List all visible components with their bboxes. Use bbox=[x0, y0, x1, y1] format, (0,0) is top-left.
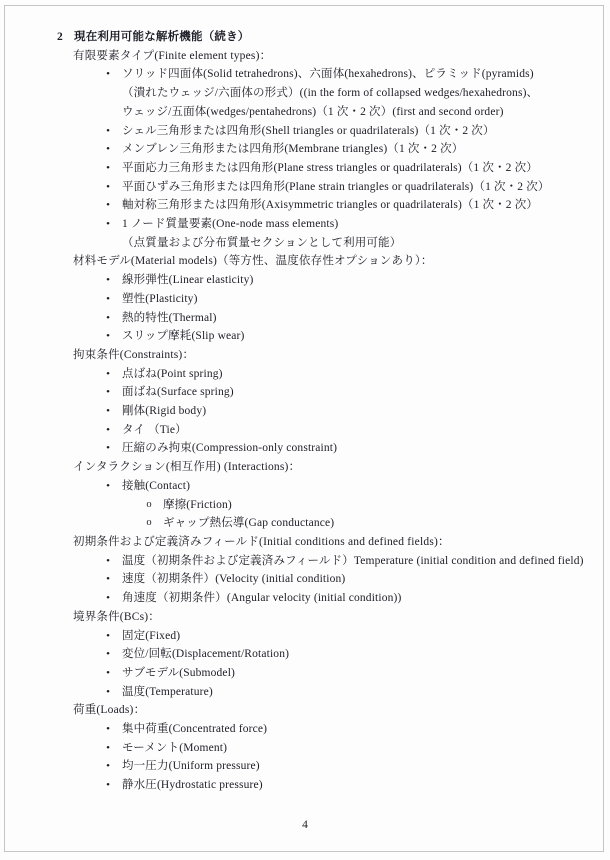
document-body bbox=[57, 28, 592, 795]
section-title: 拘束条件(Constraints)： bbox=[73, 348, 195, 361]
bullet-icon: • bbox=[106, 143, 110, 156]
bullet-icon: • bbox=[106, 423, 110, 436]
section-heading bbox=[57, 28, 592, 47]
bullet-icon: • bbox=[106, 124, 110, 137]
bullet-icon: • bbox=[106, 442, 110, 455]
bullet-icon: • bbox=[106, 666, 110, 679]
list-item-line: スリップ摩耗(Slip wear) bbox=[122, 330, 245, 343]
section-title: 荷重(Loads)： bbox=[73, 704, 146, 717]
list-item-line: 速度（初期条件）(Velocity (initial condition) bbox=[122, 573, 346, 586]
bullet-icon: • bbox=[106, 292, 110, 305]
bullet-icon: • bbox=[106, 479, 110, 492]
list-item-line: 圧縮のみ拘束(Compression-only constraint) bbox=[122, 442, 338, 455]
bullet-icon: • bbox=[106, 161, 110, 174]
list-item bbox=[73, 720, 592, 739]
section bbox=[73, 458, 592, 533]
list-item-line: モーメント(Moment) bbox=[122, 741, 228, 754]
list-item-line: ギャップ熱伝導(Gap conductance) bbox=[163, 517, 335, 530]
bullet-icon: • bbox=[106, 405, 110, 418]
list-item bbox=[73, 196, 592, 215]
list-item-line: 剛体(Rigid body) bbox=[122, 405, 207, 418]
list-item-line: 点ばね(Point spring) bbox=[122, 367, 223, 380]
list-item-line: 1 ノード質量要素(One-node mass elements) bbox=[122, 218, 339, 231]
bullet-icon: • bbox=[106, 629, 110, 642]
list-item bbox=[73, 439, 592, 458]
heading-title: 現在利用可能な解析機能（続き） bbox=[74, 31, 250, 43]
bullet-icon: • bbox=[106, 218, 110, 231]
bullet-icon: • bbox=[106, 741, 110, 754]
list-item-line: シェル三角形または四角形(Shell triangles or quadrilaterals)（1 次・2 次） bbox=[122, 124, 495, 137]
list-item-line: 温度（初期条件および定義済みフィールド）Temperature (initial condition and defined field) bbox=[122, 554, 584, 567]
sections-container bbox=[57, 47, 592, 795]
list-item bbox=[73, 215, 592, 252]
bullet-icon: • bbox=[106, 648, 110, 661]
list-item-line: 平面ひずみ三角形または四角形(Plane strain triangles or quadrilaterals)（1 次・2 次） bbox=[122, 180, 550, 193]
list-item bbox=[73, 776, 592, 795]
list-item bbox=[73, 552, 592, 571]
section bbox=[73, 701, 592, 795]
bullet-icon: • bbox=[106, 330, 110, 343]
list-item-line: 均一圧力(Uniform pressure) bbox=[122, 760, 260, 773]
bullet-icon: • bbox=[106, 180, 110, 193]
list-item-line: 面ばね(Surface spring) bbox=[122, 386, 234, 399]
list-item-line: 固定(Fixed) bbox=[122, 629, 181, 642]
bullet-icon: • bbox=[106, 573, 110, 586]
list-item bbox=[73, 122, 592, 141]
list-item bbox=[73, 327, 592, 346]
list-item-line: （潰れたウェッジ/六面体の形式）((in the form of collapsed wedges/hexahedrons)、 bbox=[122, 87, 539, 100]
list-item bbox=[73, 178, 592, 197]
list-item bbox=[73, 627, 592, 646]
bullet-icon: • bbox=[106, 592, 110, 605]
page-number: 4 bbox=[302, 819, 308, 831]
list-item-line: 平面応力三角形または四角形(Plane stress triangles or quadrilaterals)（1 次・2 次） bbox=[122, 161, 538, 174]
list-item-line: タイ （Tie） bbox=[122, 423, 187, 436]
bullet-icon: • bbox=[106, 311, 110, 324]
list-item bbox=[73, 570, 592, 589]
list-item bbox=[73, 290, 592, 309]
list-item-line: 摩擦(Friction) bbox=[163, 498, 232, 511]
list-item bbox=[73, 757, 592, 776]
section bbox=[73, 533, 592, 608]
list-item bbox=[73, 645, 592, 664]
section bbox=[73, 47, 592, 253]
list-item-line: 温度(Temperature) bbox=[122, 685, 213, 698]
list-item bbox=[73, 383, 592, 402]
list-item bbox=[73, 683, 592, 702]
bullet-icon: • bbox=[106, 274, 110, 287]
bullet-icon: • bbox=[106, 554, 110, 567]
section-title: インタラクション(相互作用) (Interactions)： bbox=[73, 461, 301, 474]
list-item bbox=[73, 402, 592, 421]
section-title: 有限要素タイプ(Finite element types)： bbox=[73, 49, 272, 62]
section-title: 境界条件(BCs)： bbox=[73, 610, 160, 623]
list-item-line: 変位/回転(Displacement/Rotation) bbox=[122, 648, 290, 661]
list-item-line: 塑性(Plasticity) bbox=[122, 292, 198, 305]
section bbox=[73, 608, 592, 702]
bullet-icon: • bbox=[106, 367, 110, 380]
list-item-line: 接触(Contact) bbox=[122, 479, 191, 492]
list-item-line: サブモデル(Submodel) bbox=[122, 666, 236, 679]
section-title: 初期条件および定義済みフィールド(Initial conditions and defined fields)： bbox=[73, 535, 450, 548]
list-item-line: 線形弾性(Linear elasticity) bbox=[122, 274, 254, 287]
list-item-line: 集中荷重(Concentrated force) bbox=[122, 723, 268, 736]
sub-bullet-icon: o bbox=[146, 498, 152, 510]
list-item-line: ソリッド四面体(Solid tetrahedrons)、六面体(hexahedrons)、ピラミッド(pyramids) bbox=[122, 68, 534, 81]
list-item bbox=[73, 477, 592, 496]
list-item bbox=[73, 159, 592, 178]
list-item bbox=[73, 421, 592, 440]
list-item-line: （点質量および分布質量セクションとして利用可能） bbox=[122, 236, 402, 249]
bullet-icon: • bbox=[106, 68, 110, 81]
list-item-line: メンブレン三角形または四角形(Membrane triangles)（1 次・2 次） bbox=[122, 143, 464, 156]
list-item-line: ウェッジ/五面体(wedges/pentahedrons)（1 次・2 次）(first and second order) bbox=[122, 105, 504, 118]
list-item-line: 軸対称三角形または四角形(Axisymmetric triangles or quadrilaterals)（1 次・2 次） bbox=[122, 199, 539, 212]
bullet-icon: • bbox=[106, 199, 110, 212]
sub-bullet-icon: o bbox=[146, 517, 152, 529]
section-title: 材料モデル(Material models)（等方性、温度依存性オプションあり）： bbox=[73, 255, 433, 268]
bullet-icon: • bbox=[106, 779, 110, 792]
list-item bbox=[73, 365, 592, 384]
list-item bbox=[73, 271, 592, 290]
list-item-line: 静水圧(Hydrostatic pressure) bbox=[122, 779, 263, 792]
bullet-icon: • bbox=[106, 723, 110, 736]
list-item bbox=[73, 664, 592, 683]
bullet-icon: • bbox=[106, 386, 110, 399]
list-item bbox=[73, 309, 592, 328]
list-item-line: 熱的特性(Thermal) bbox=[122, 311, 217, 324]
list-item bbox=[73, 589, 592, 608]
list-item-line: 角速度（初期条件）(Angular velocity (initial condition)) bbox=[122, 592, 402, 605]
section bbox=[73, 252, 592, 346]
list-item bbox=[73, 140, 592, 159]
list-item bbox=[73, 496, 592, 515]
list-item bbox=[73, 514, 592, 533]
list-item bbox=[73, 739, 592, 758]
bullet-icon: • bbox=[106, 685, 110, 698]
section bbox=[73, 346, 592, 458]
list-item bbox=[73, 65, 592, 121]
heading-number: 2 bbox=[57, 31, 63, 43]
bullet-icon: • bbox=[106, 760, 110, 773]
